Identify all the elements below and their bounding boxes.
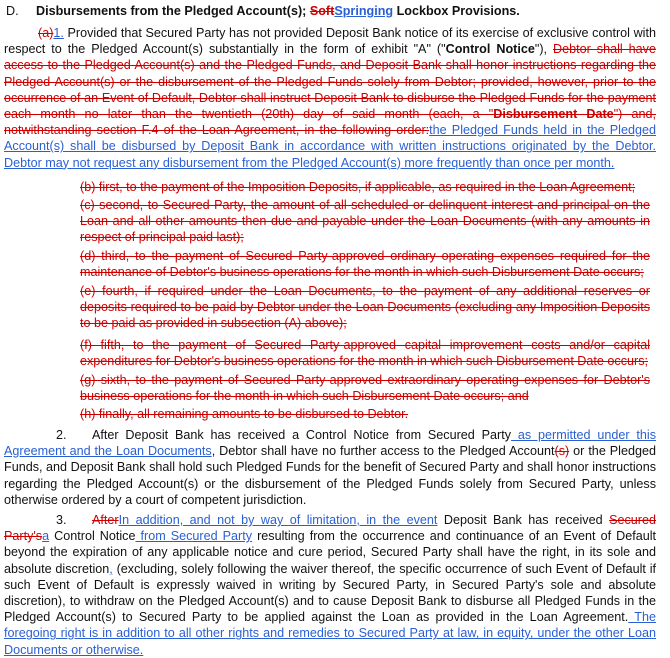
heading-insertion: Springing xyxy=(334,4,394,18)
p3-insertion-4: , xyxy=(109,561,113,576)
paragraph-1 xyxy=(4,25,656,171)
section-heading xyxy=(6,3,656,19)
p2-text: After Deposit Bank has received a Control Notice from Secured Party xyxy=(92,428,512,442)
p3-insertion-5: The foregoing right is in addition to all other rights and remedies to Secured Party at law, in equity, under the other Loan Documents or otherwise. xyxy=(4,610,656,657)
section-letter: D. xyxy=(6,4,19,18)
heading-deletion: Soft xyxy=(309,4,335,18)
p3-text-4: (excluding, solely following the waiver thereof, the specific occurrence of such Event of Default if such Event of Default is expressly waived in writing by Secured Party, in Secured Party's sole and absolute discretion), to withdraw on the Pledged Account(s) and to cause Deposit Bank to disburse all Pledged Funds in the Pledged Account(s) to Secured Party to be applied against the Loan as provided in the Loan Agreement. xyxy=(4,561,656,625)
p2-insertion: as permitted under this Agreement and the Loan Documents xyxy=(4,428,656,459)
p3-text-3: resulting from the occurrence and continuance of an Event of Default beyond the expiration of any applicable notice and cure period, Secured Party shall have the right, in its sole and absolute discretion xyxy=(4,529,656,576)
heading-title-start: Disbursements from the Pledged Account(s); xyxy=(36,4,307,18)
subitem-d xyxy=(80,248,650,280)
p1-insertion: the Pledged Funds held in the Pledged Account(s) shall be disbursed by Deposit Bank in accordance with written instructions originated by the Debtor. Debtor may not request any disbursement from the Pledged Account(s) more frequently than once per month. xyxy=(4,123,656,170)
subitem-text: (g) sixth, to the payment of Secured Party-approved extraordinary operating expenses for Debtor's business operations for the month in which such Disbursement Date occurs; and xyxy=(80,373,650,404)
p3-number: 3. xyxy=(56,513,67,527)
subitem-f xyxy=(80,337,650,369)
subitem-c xyxy=(80,197,650,246)
subitem-e xyxy=(80,283,650,332)
p2-deletion: (s) xyxy=(554,444,570,459)
subitem-text: (b) first, to the payment of the Imposition Deposits, if applicable, as required in the Loan Agreement; xyxy=(80,180,636,194)
p3-text-2: Control Notice xyxy=(49,529,136,544)
p1-text-2: "), xyxy=(534,42,553,57)
p1-number-deletion: (a) xyxy=(38,26,54,40)
subitem-text: (f) fifth, to the payment of Secured Party-approved capital improvement costs and/or capital expenditures for Debtor's business operations for the month in which such Disbursement Date occurs; xyxy=(80,338,650,369)
subitem-text: (h) finally, all remaining amounts to be disbursed to Debtor. xyxy=(80,407,409,421)
p1-number-insertion: 1. xyxy=(53,26,64,40)
subitem-text: (d) third, to the payment of Secured Party-approved ordinary operating expenses required for the maintenance of Debtor's business operations for the month in which such Disbursement Date occurs; xyxy=(80,249,650,280)
p1-deletion-2: ") and, notwithstanding section F.4 of the Loan Agreement, in the following order: xyxy=(4,107,656,138)
p3-text: Deposit Bank has received xyxy=(437,513,610,527)
subitem-text: (e) fourth, if required under the Loan Documents, to the payment of any additional reserves or deposits required to be paid by Debtor under the Loan Documents (excluding any Imposition Deposits to be paid as provided in subsection (A) above); xyxy=(80,284,650,331)
p3-deletion: After xyxy=(92,513,119,527)
p2-text-3: or the Pledged Funds, and Deposit Bank shall hold such Pledged Funds for the benefit of Secured Party and shall honor instructions regarding the Pledged Account(s) or the disbursement of the Pledged Funds solely from Secured Party, unless otherwise ordered by a court of competent jurisdiction. xyxy=(4,444,657,507)
disbursement-date-term: Disbursement Date xyxy=(493,107,614,122)
p2-text-2: , Debtor shall have no further access to the Pledged Account xyxy=(211,444,555,459)
p3-deletion-2: Secured Party's xyxy=(4,513,656,544)
p3-insertion-3: from Secured Party xyxy=(135,529,253,544)
subitem-b xyxy=(80,179,650,195)
paragraph-3 xyxy=(4,512,656,658)
paragraph-2 xyxy=(4,427,656,508)
control-notice-term: Control Notice xyxy=(445,42,535,57)
subitem-text: (c) second, to Secured Party, the amount of all scheduled or delinquent interest and principal on the Loan and all other amounts then due and payable under the Loan Documents (with any amounts in respect of principal paid last); xyxy=(80,198,650,245)
p1-deletion: Debtor shall have access to the Pledged Account(s) and the Pledged Funds, and Deposit Bank shall honor instructions regarding the Pledged Account(s) or the disbursement of the Pledged Funds solely from Debtor; provided, however, prior to the occurrence of an Event of Default, Debtor shall instruct Deposit Bank to disburse the Pledged Funds for the payment each month no later than the twentieth (20th) day of said month (each, a " xyxy=(4,42,656,122)
heading-title-end: Lockbox Provisions. xyxy=(396,4,520,18)
subitem-h xyxy=(80,406,650,422)
p3-insertion-2: a xyxy=(42,529,50,544)
p2-number: 2. xyxy=(56,428,67,442)
subitem-g xyxy=(80,372,650,404)
p1-text: Provided that Secured Party has not provided Deposit Bank notice of its exercise of exclusive control with respect to the Pledged Account(s) substantially in the form of exhibit "A" (" xyxy=(4,26,656,57)
p3-insertion: In addition, and not by way of limitation, in the event xyxy=(118,513,438,527)
